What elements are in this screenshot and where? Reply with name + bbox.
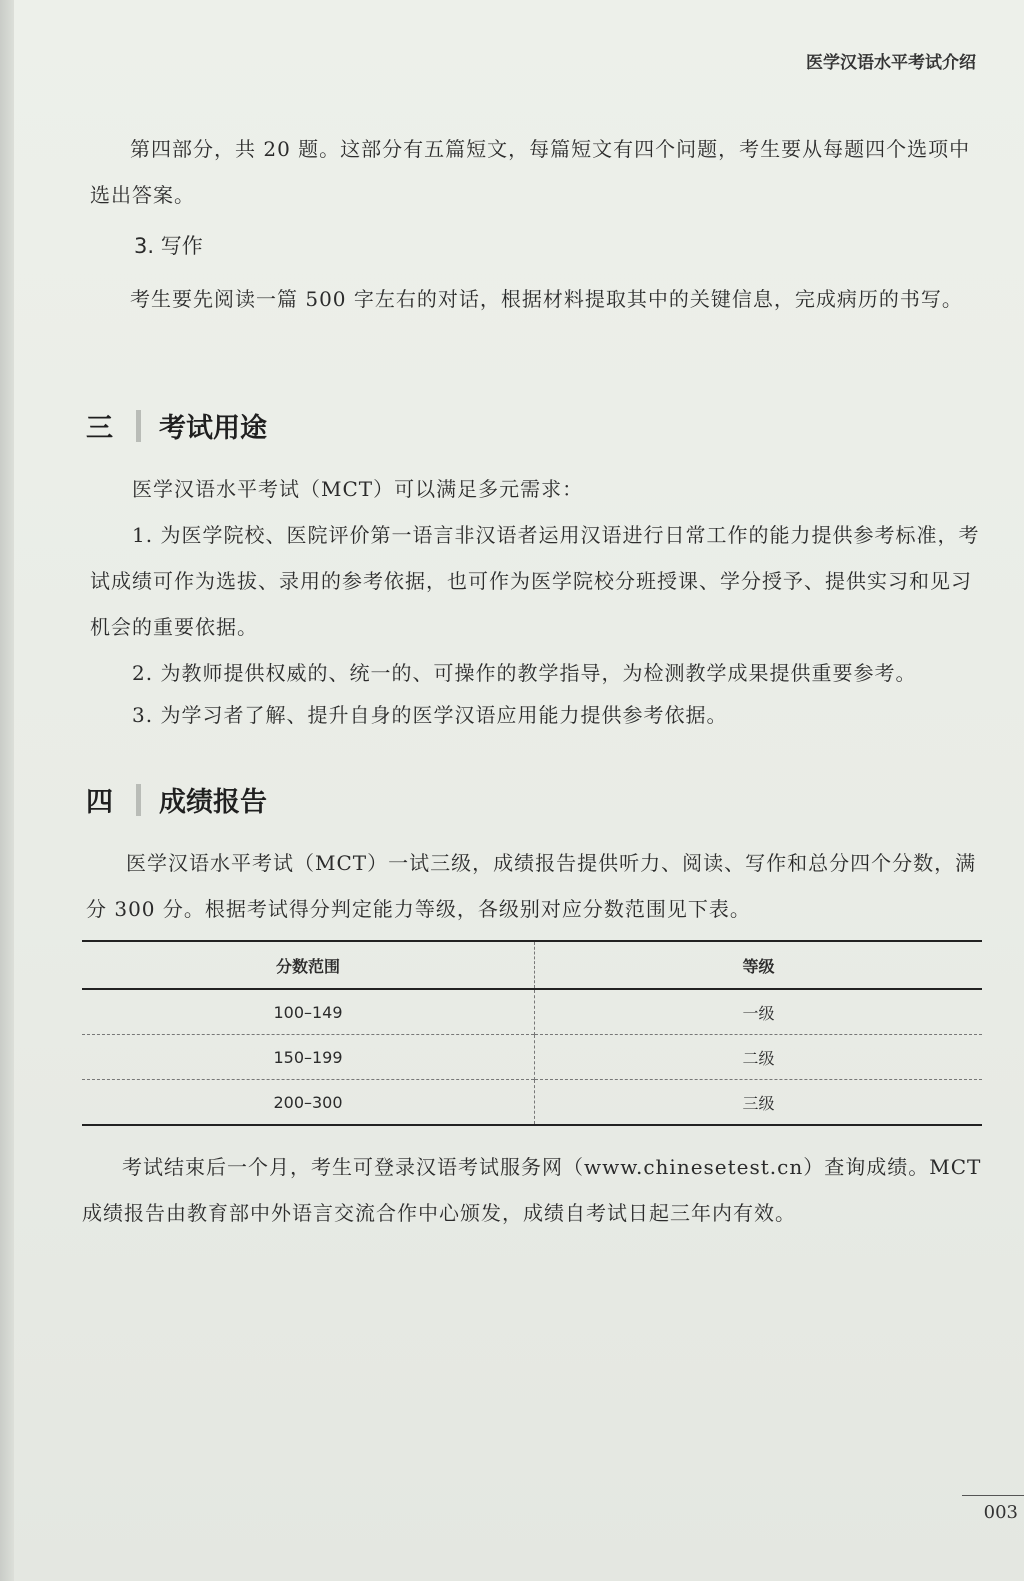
section4-title: 成绩报告 [159,787,267,818]
grade-cell: 三级 [535,1080,983,1126]
table-row [82,1080,982,1126]
section3-item-3: 3. 为学习者了解、提升自身的医学汉语应用能力提供参考依据。 [132,703,728,727]
section3-item-1: 1. 为医学院校、医院评价第一语言非汉语者运用汉语进行日常工作的能力提供参考标准，考试成绩可作为选拔、录用的参考依据，也可作为医学院校分班授课、学分授予、提供实习和见习机会的重要依据。 [90,523,980,639]
section4-heading [86,780,267,819]
score-range-cell: 150–199 [82,1035,535,1080]
section-divider-bar [136,410,141,442]
table-header-row [82,941,982,989]
table-row [82,989,982,1035]
section3-title: 考试用途 [159,413,267,444]
score-grade-table [82,940,982,1126]
section4-intro: 医学汉语水平考试（MCT）一试三级，成绩报告提供听力、阅读、写作和总分四个分数，满分 300 分。根据考试得分判定能力等级，各级别对应分数范围见下表。 [86,851,977,921]
section3-heading [86,406,267,445]
writing-heading: 3. 写作 [134,234,203,258]
table-row [82,1035,982,1080]
writing-paragraph: 考生要先阅读一篇 500 字左右的对话，根据材料提取其中的关键信息，完成病历的书写。 [130,287,963,311]
book-page [14,0,1024,1581]
section3-number: 三 [86,413,113,444]
page-number: 003 [962,1495,1024,1523]
grade-cell: 一级 [742,1003,775,1023]
book-gutter [0,0,14,1581]
section3-item-2: 2. 为教师提供权威的、统一的、可操作的教学指导，为检测教学成果提供重要参考。 [132,661,917,685]
part4-paragraph: 第四部分，共 20 题。这部分有五篇短文，每篇短文有四个问题，考生要从每题四个选项中选出答案。 [90,137,971,207]
header-score-range: 分数范围 [82,941,535,989]
running-header: 医学汉语水平考试介绍 [806,53,976,73]
score-range-cell: 200–300 [82,1080,535,1126]
grade-cell: 二级 [535,1035,983,1080]
section3-intro: 医学汉语水平考试（MCT）可以满足多元需求： [132,477,584,501]
section4-number: 四 [86,787,113,818]
header-grade: 等级 [535,941,983,989]
score-range-cell: 100–149 [82,989,535,1035]
section4-closing: 考试结束后一个月，考生可登录汉语考试服务网（www.chinesetest.cn）查询成绩。MCT 成绩报告由教育部中外语言交流合作中心颁发，成绩自考试日起三年内有效。 [82,1155,982,1225]
section-divider-bar [136,784,141,816]
